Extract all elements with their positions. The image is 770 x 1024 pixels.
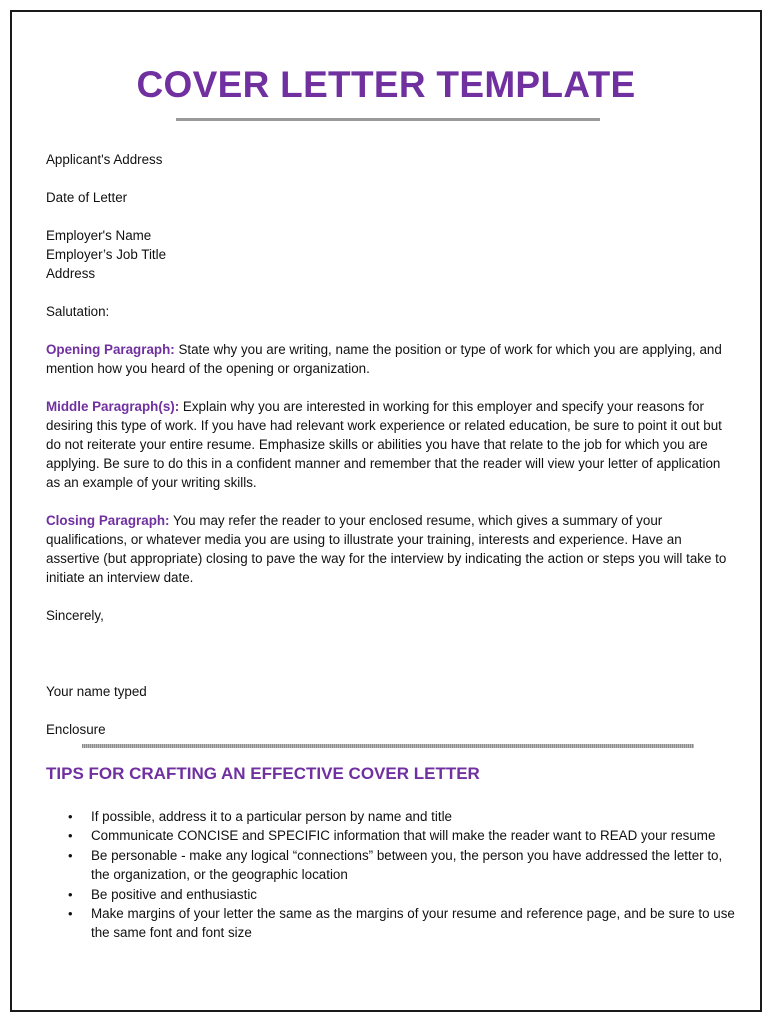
list-item: • Communicate CONCISE and SPECIFIC information that will make the reader want to READ your resume [46,826,736,845]
closing-paragraph-label: Closing Paragraph: [46,513,170,528]
enclosure: Enclosure [46,722,106,737]
employer-name: Employer's Name [46,228,152,243]
employer-address: Address [46,266,96,281]
list-item: • Be personable - make any logical “connections” between you, the person you have addressed the letter to, the organization, or the geographic location [68,847,723,883]
employer-job-title: Employer’s Job Title [46,247,167,262]
letter-body [46,150,736,758]
document-page [10,10,762,1012]
list-item: • Be positive and enthusiastic [46,885,736,904]
bullet-icon: • [68,847,73,863]
list-item: • If possible, address it to a particular person by name and title [46,807,736,826]
date-of-letter: Date of Letter [46,190,128,205]
opening-paragraph-label: Opening Paragraph: [46,342,175,357]
bullet-icon: • [68,809,73,824]
tips-heading: TIPS FOR CRAFTING AN EFFECTIVE COVER LETTER [46,764,480,783]
title-divider [176,118,600,121]
bullet-icon: • [68,886,73,902]
tips-list [46,807,736,943]
closing-paragraph [46,511,736,587]
opening-paragraph-text: State why you are writing, name the position or type of work for which you are applying, and mention how you heard of the opening or organization. [46,342,722,376]
page-title: COVER LETTER TEMPLATE [136,64,636,105]
tips-divider [82,744,694,748]
sign-off: Sincerely, [46,608,104,623]
closing-paragraph-text: You may refer the reader to your enclosed resume, which gives a summary of your qualifications, or whatever media you are using to illustrate your training, interests and experience. Have an assertive (but appropriate) closing to pave the way for the interview by indicating the action or steps you will take to initiate an interview date. [46,513,727,585]
name-typed: Your name typed [46,684,147,699]
middle-paragraph-label: Middle Paragraph(s): [46,399,180,414]
bullet-icon: • [68,828,73,844]
bullet-icon: • [68,906,73,922]
employer-block [46,226,736,283]
middle-paragraph [46,397,736,492]
opening-paragraph [46,340,736,378]
middle-paragraph-text: Explain why you are interested in working for this employer and specify your reasons for desiring this type of work. If you have had relevant work experience or related education, be sure to point it out but do not reiterate your entire resume. Emphasize skills or abilities you have that relate to the job for which you are applying. Be sure to do this in a confident manner and remember that the reader will view your letter of application as an example of your writing skills. [46,399,722,490]
list-item: • Make margins of your letter the same as the margins of your resume and reference page, and be sure to use the same font and font size [68,906,735,941]
salutation: Salutation: [46,304,110,319]
applicant-address: Applicant's Address [46,152,163,167]
